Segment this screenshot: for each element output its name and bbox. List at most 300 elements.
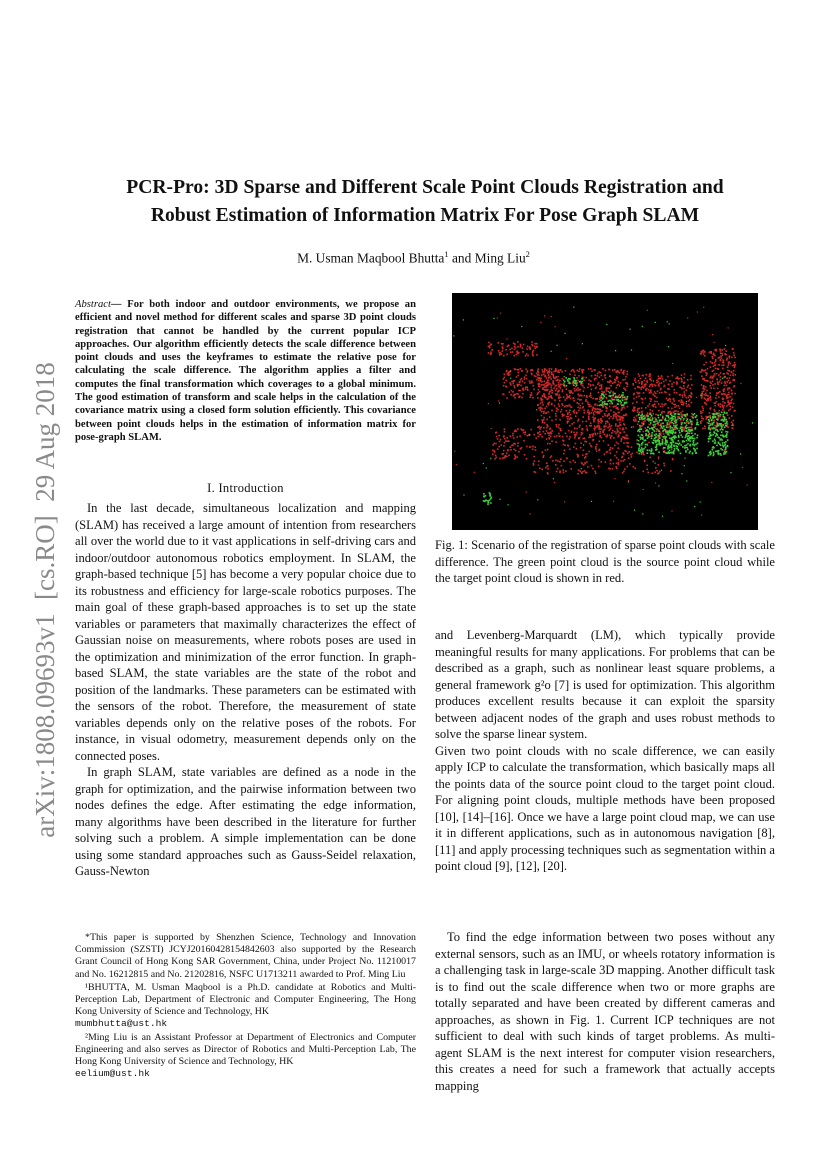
target-cloud-point [632, 453, 634, 455]
target-cloud-point [549, 368, 551, 370]
target-cloud-point [594, 374, 596, 376]
target-cloud-point [573, 432, 575, 434]
target-cloud-point [538, 389, 540, 391]
target-cloud-point [633, 466, 635, 468]
noise-point [752, 422, 753, 423]
target-cloud-point [723, 389, 725, 391]
target-cloud-point [728, 404, 730, 406]
source-cloud-point [646, 444, 648, 446]
target-cloud-point [568, 430, 570, 432]
source-cloud-point [677, 428, 679, 430]
target-cloud-point [654, 404, 656, 406]
noise-point [551, 316, 552, 317]
source-cloud-point [712, 447, 714, 449]
target-cloud-point [722, 406, 724, 408]
target-cloud-point [641, 407, 643, 409]
target-cloud-point [503, 435, 505, 437]
target-cloud-point [716, 394, 718, 396]
source-cloud-point [692, 435, 694, 437]
noise-point [647, 310, 648, 311]
source-cloud-point [722, 434, 724, 436]
source-cloud-point [648, 436, 650, 438]
source-cloud-point [646, 434, 648, 436]
target-cloud-point [547, 449, 549, 451]
target-cloud-point [548, 434, 550, 436]
source-cloud-point [721, 412, 723, 414]
source-cloud-point [681, 417, 683, 419]
source-cloud-point [708, 419, 710, 421]
target-cloud-point [608, 413, 610, 415]
target-cloud-point [526, 353, 528, 355]
target-cloud-point [551, 392, 553, 394]
source-cloud-point [653, 443, 655, 445]
target-cloud-point [661, 403, 663, 405]
target-cloud-point [715, 360, 717, 362]
target-cloud-point [633, 426, 635, 428]
source-cloud-point [647, 427, 649, 429]
target-cloud-point [688, 397, 690, 399]
source-cloud-point [656, 420, 658, 422]
target-cloud-point [605, 461, 607, 463]
target-cloud-point [573, 460, 575, 462]
target-cloud-point [626, 386, 628, 388]
source-cloud-point [647, 452, 649, 454]
source-cloud-point [626, 399, 628, 401]
target-cloud-point [587, 411, 589, 413]
target-cloud-point [557, 391, 559, 393]
target-cloud-point [627, 466, 629, 468]
target-cloud-point [701, 412, 703, 414]
target-cloud-point [558, 382, 560, 384]
target-cloud-point [654, 471, 656, 473]
target-cloud-point [682, 420, 684, 422]
source-cloud-point [653, 440, 655, 442]
noise-point [686, 480, 687, 481]
source-cloud-point [725, 446, 727, 448]
target-cloud-point [559, 400, 561, 402]
target-cloud-point [731, 400, 733, 402]
right-paragraph-1: and Levenberg-Marquardt (LM), which typically provide meaningful results for many applications. For problems that can be described as a graph, such as nonlinear least square problems, a general framework g²o [7] is used for optimization. This algorithm produces excellent results because it can exploit the sparsity between adjacent nodes of the graph and uses robust methods to solve the sparse linear system. [435, 628, 775, 741]
target-cloud-point [610, 447, 612, 449]
target-cloud-point [612, 430, 614, 432]
target-cloud-point [611, 435, 613, 437]
source-cloud-point [674, 421, 676, 423]
target-cloud-point [511, 348, 513, 350]
target-cloud-point [716, 392, 718, 394]
source-cloud-point [582, 378, 584, 380]
source-cloud-point [673, 429, 675, 431]
source-cloud-point [607, 400, 609, 402]
target-cloud-point [622, 427, 624, 429]
noise-point [655, 463, 656, 464]
target-cloud-point [555, 390, 557, 392]
source-cloud-point [647, 437, 649, 439]
target-cloud-point [543, 417, 545, 419]
target-cloud-point [503, 385, 505, 387]
target-cloud-point [660, 427, 662, 429]
target-cloud-point [592, 410, 594, 412]
target-cloud-point [543, 431, 545, 433]
target-cloud-point [519, 384, 521, 386]
target-cloud-point [550, 396, 552, 398]
target-cloud-point [605, 393, 607, 395]
target-cloud-point [490, 344, 492, 346]
target-cloud-point [600, 418, 602, 420]
target-cloud-point [669, 398, 671, 400]
target-cloud-point [645, 398, 647, 400]
target-cloud-point [591, 370, 593, 372]
noise-point [631, 427, 632, 428]
target-cloud-point [722, 362, 724, 364]
target-cloud-point [616, 451, 618, 453]
target-cloud-point [728, 364, 730, 366]
target-cloud-point [721, 365, 723, 367]
target-cloud-point [584, 462, 586, 464]
target-cloud-point [536, 379, 538, 381]
target-cloud-point [542, 371, 544, 373]
target-cloud-point [598, 459, 600, 461]
source-cloud-point [692, 429, 694, 431]
target-cloud-point [512, 351, 514, 353]
target-cloud-point [703, 353, 705, 355]
target-cloud-point [559, 394, 561, 396]
target-cloud-point [656, 401, 658, 403]
target-cloud-point [567, 445, 569, 447]
target-cloud-point [616, 467, 618, 469]
target-cloud-point [522, 388, 524, 390]
target-cloud-point [582, 372, 584, 374]
target-cloud-point [617, 443, 619, 445]
target-cloud-point [704, 389, 706, 391]
source-cloud-point [725, 431, 727, 433]
target-cloud-point [668, 388, 670, 390]
target-cloud-point [545, 383, 547, 385]
target-cloud-point [724, 402, 726, 404]
noise-point [615, 350, 616, 351]
source-cloud-point [662, 442, 664, 444]
source-cloud-point [639, 431, 641, 433]
source-cloud-point [708, 441, 710, 443]
source-cloud-point [614, 393, 616, 395]
source-cloud-point [651, 415, 653, 417]
right-paragraph-3: To find the edge information between two poses without any external sensors, such as an IMU, or wheels rotatory information is a challenging task in large-scale 3D mapping. Another difficult task is to find out the scale difference when two or more graphs are totally separated and have been created by different cameras and approaches, as shown in Fig. 1. Current ICP techniques are not sufficient to deal with such kinds of target problems. As multi-agent SLAM is the next interest for computer vision researchers, this creates a need for such a framework that actually accepts mapping [435, 930, 775, 1093]
target-cloud-point [537, 368, 539, 370]
source-cloud-point [639, 425, 641, 427]
target-cloud-point [645, 374, 647, 376]
target-cloud-point [521, 397, 523, 399]
target-cloud-point [658, 385, 660, 387]
target-cloud-point [622, 372, 624, 374]
target-cloud-point [656, 470, 658, 472]
arxiv-stamp [22, 350, 68, 850]
abstract-label: Abstract [75, 299, 111, 310]
source-cloud-point [686, 413, 688, 415]
target-cloud-point [729, 417, 731, 419]
source-cloud-point [651, 432, 653, 434]
target-cloud-point [609, 375, 611, 377]
source-cloud-point [604, 396, 606, 398]
target-cloud-point [551, 403, 553, 405]
target-cloud-point [709, 397, 711, 399]
source-cloud-point [640, 449, 642, 451]
footnote-funding: *This paper is supported by Shenzhen Science, Technology and Innovation Commission (SZSTI) JCYJ20160428154842603 also supported by the Research Grant Council of Hong Kong SAR Government, China, under Project No. 11210017 and No. 16212815 and No. 21202816, NSFC U1713211 awarded to Prof. Ming Liu [75, 932, 416, 980]
target-cloud-point [615, 433, 617, 435]
target-cloud-point [587, 466, 589, 468]
target-cloud-point [609, 423, 611, 425]
source-cloud-point [722, 449, 724, 451]
noise-point [536, 409, 537, 410]
target-cloud-point [625, 382, 627, 384]
target-cloud-point [724, 353, 726, 355]
target-cloud-point [562, 405, 564, 407]
target-cloud-point [510, 447, 512, 449]
source-cloud-point [663, 451, 665, 453]
target-cloud-point [597, 433, 599, 435]
source-cloud-point [664, 436, 666, 438]
target-cloud-point [546, 384, 548, 386]
target-cloud-point [576, 432, 578, 434]
target-cloud-point [599, 376, 601, 378]
target-cloud-point [565, 433, 567, 435]
source-cloud-point [612, 399, 614, 401]
target-cloud-point [605, 370, 607, 372]
source-cloud-point [574, 379, 576, 381]
target-cloud-point [583, 450, 585, 452]
noise-point [566, 358, 567, 359]
target-cloud-point [504, 456, 506, 458]
target-cloud-point [519, 381, 521, 383]
target-cloud-point [602, 406, 604, 408]
target-cloud-point [600, 372, 602, 374]
source-cloud-point [696, 437, 698, 439]
source-cloud-point [687, 427, 689, 429]
target-cloud-point [596, 444, 598, 446]
source-cloud-point [622, 392, 624, 394]
target-cloud-point [604, 434, 606, 436]
noise-point [686, 401, 687, 402]
target-cloud-point [591, 465, 593, 467]
noise-point [564, 376, 565, 377]
target-cloud-point [622, 472, 624, 474]
target-cloud-point [604, 375, 606, 377]
target-cloud-point [598, 422, 600, 424]
target-cloud-point [615, 417, 617, 419]
target-cloud-point [686, 397, 688, 399]
target-cloud-point [543, 419, 545, 421]
target-cloud-point [556, 426, 558, 428]
target-cloud-point [728, 361, 730, 363]
target-cloud-point [721, 357, 723, 359]
target-cloud-point [512, 433, 514, 435]
target-cloud-point [714, 373, 716, 375]
target-cloud-point [590, 380, 592, 382]
target-cloud-point [675, 404, 677, 406]
source-cloud-point [665, 437, 667, 439]
target-cloud-point [609, 434, 611, 436]
target-cloud-point [607, 427, 609, 429]
target-cloud-point [700, 353, 702, 355]
source-cloud-point [720, 438, 722, 440]
source-cloud-point [659, 433, 661, 435]
target-cloud-point [524, 433, 526, 435]
target-cloud-point [606, 420, 608, 422]
target-cloud-point [586, 461, 588, 463]
source-cloud-point [715, 451, 717, 453]
figure-point-cloud [452, 293, 758, 530]
title-line-2: Robust Estimation of Information Matrix For Pose Graph SLAM [150, 205, 700, 226]
target-cloud-point [559, 419, 561, 421]
source-cloud-point [715, 429, 717, 431]
source-cloud-point [708, 423, 710, 425]
noise-point [508, 504, 509, 505]
target-cloud-point [496, 436, 498, 438]
target-cloud-point [620, 440, 622, 442]
target-cloud-point [589, 404, 591, 406]
target-cloud-point [720, 376, 722, 378]
target-cloud-point [623, 442, 625, 444]
target-cloud-point [643, 387, 645, 389]
source-cloud-point [687, 438, 689, 440]
target-cloud-point [556, 471, 558, 473]
target-cloud-point [533, 434, 535, 436]
noise-point [454, 451, 455, 452]
target-cloud-point [582, 406, 584, 408]
target-cloud-point [540, 427, 542, 429]
noise-point [700, 501, 701, 502]
target-cloud-point [492, 444, 494, 446]
target-cloud-point [702, 410, 704, 412]
target-cloud-point [652, 405, 654, 407]
source-cloud-point [642, 438, 644, 440]
target-cloud-point [674, 428, 676, 430]
target-cloud-point [539, 431, 541, 433]
source-cloud-point [710, 451, 712, 453]
author-line [0, 249, 827, 266]
target-cloud-point [650, 391, 652, 393]
target-cloud-point [611, 398, 613, 400]
source-cloud-point [727, 445, 729, 447]
source-cloud-point [726, 412, 728, 414]
target-cloud-point [518, 375, 520, 377]
source-cloud-point [620, 402, 622, 404]
source-cloud-point [709, 421, 711, 423]
source-cloud-point [643, 423, 645, 425]
target-cloud-point [513, 342, 515, 344]
source-cloud-point [651, 450, 653, 452]
target-cloud-point [508, 455, 510, 457]
target-cloud-point [707, 395, 709, 397]
target-cloud-point [710, 361, 712, 363]
target-cloud-point [571, 370, 573, 372]
target-cloud-point [539, 391, 541, 393]
source-cloud-point [686, 444, 688, 446]
target-cloud-point [673, 382, 675, 384]
target-cloud-point [557, 468, 559, 470]
target-cloud-point [555, 419, 557, 421]
target-cloud-point [597, 405, 599, 407]
target-cloud-point [645, 427, 647, 429]
target-cloud-point [620, 403, 622, 405]
target-cloud-point [721, 404, 723, 406]
source-cloud-point [643, 416, 645, 418]
source-cloud-point [574, 382, 576, 384]
target-cloud-point [502, 343, 504, 345]
target-cloud-point [537, 419, 539, 421]
target-cloud-point [604, 413, 606, 415]
target-cloud-point [524, 454, 526, 456]
target-cloud-point [639, 382, 641, 384]
source-cloud-point [658, 443, 660, 445]
source-cloud-point [670, 427, 672, 429]
source-cloud-point [677, 449, 679, 451]
target-cloud-point [610, 416, 612, 418]
target-cloud-point [624, 450, 626, 452]
target-cloud-point [688, 385, 690, 387]
target-cloud-point [555, 441, 557, 443]
source-cloud-point [641, 452, 643, 454]
source-cloud-point [723, 424, 725, 426]
source-cloud-point [686, 440, 688, 442]
noise-point [517, 385, 518, 386]
target-cloud-point [558, 369, 560, 371]
target-cloud-point [645, 389, 647, 391]
target-cloud-point [498, 435, 500, 437]
target-cloud-point [731, 421, 733, 423]
target-cloud-point [564, 444, 566, 446]
target-cloud-point [626, 434, 628, 436]
target-cloud-point [586, 428, 588, 430]
noise-point [703, 307, 704, 308]
target-cloud-point [544, 380, 546, 382]
target-cloud-point [615, 425, 617, 427]
target-cloud-point [707, 368, 709, 370]
source-cloud-point [665, 440, 667, 442]
source-cloud-point [694, 433, 696, 435]
noise-point [510, 371, 511, 372]
target-cloud-point [701, 351, 703, 353]
target-cloud-point [563, 460, 565, 462]
target-cloud-point [542, 369, 544, 371]
noise-point [606, 324, 607, 325]
target-cloud-point [546, 430, 548, 432]
source-cloud-point [668, 444, 670, 446]
target-cloud-point [566, 394, 568, 396]
target-cloud-point [632, 403, 634, 405]
target-cloud-point [559, 380, 561, 382]
noise-point [540, 322, 541, 323]
target-cloud-point [704, 428, 706, 430]
target-cloud-point [715, 397, 717, 399]
target-cloud-point [522, 381, 524, 383]
target-cloud-point [554, 399, 556, 401]
target-cloud-point [716, 373, 718, 375]
right-column-body-2 [435, 929, 775, 1094]
target-cloud-point [558, 384, 560, 386]
target-cloud-point [664, 385, 666, 387]
target-cloud-point [581, 472, 583, 474]
target-cloud-point [562, 391, 564, 393]
target-cloud-point [619, 428, 621, 430]
target-cloud-point [547, 389, 549, 391]
figure-caption: Fig. 1: Scenario of the registration of sparse point clouds with scale difference. The green point cloud is the source point cloud while the target point cloud is shown in red. [435, 538, 775, 585]
source-cloud-point [659, 437, 661, 439]
target-cloud-point [641, 383, 643, 385]
target-cloud-point [522, 351, 524, 353]
source-cloud-point [683, 418, 685, 420]
target-cloud-point [683, 388, 685, 390]
source-cloud-point [640, 415, 642, 417]
target-cloud-point [574, 374, 576, 376]
